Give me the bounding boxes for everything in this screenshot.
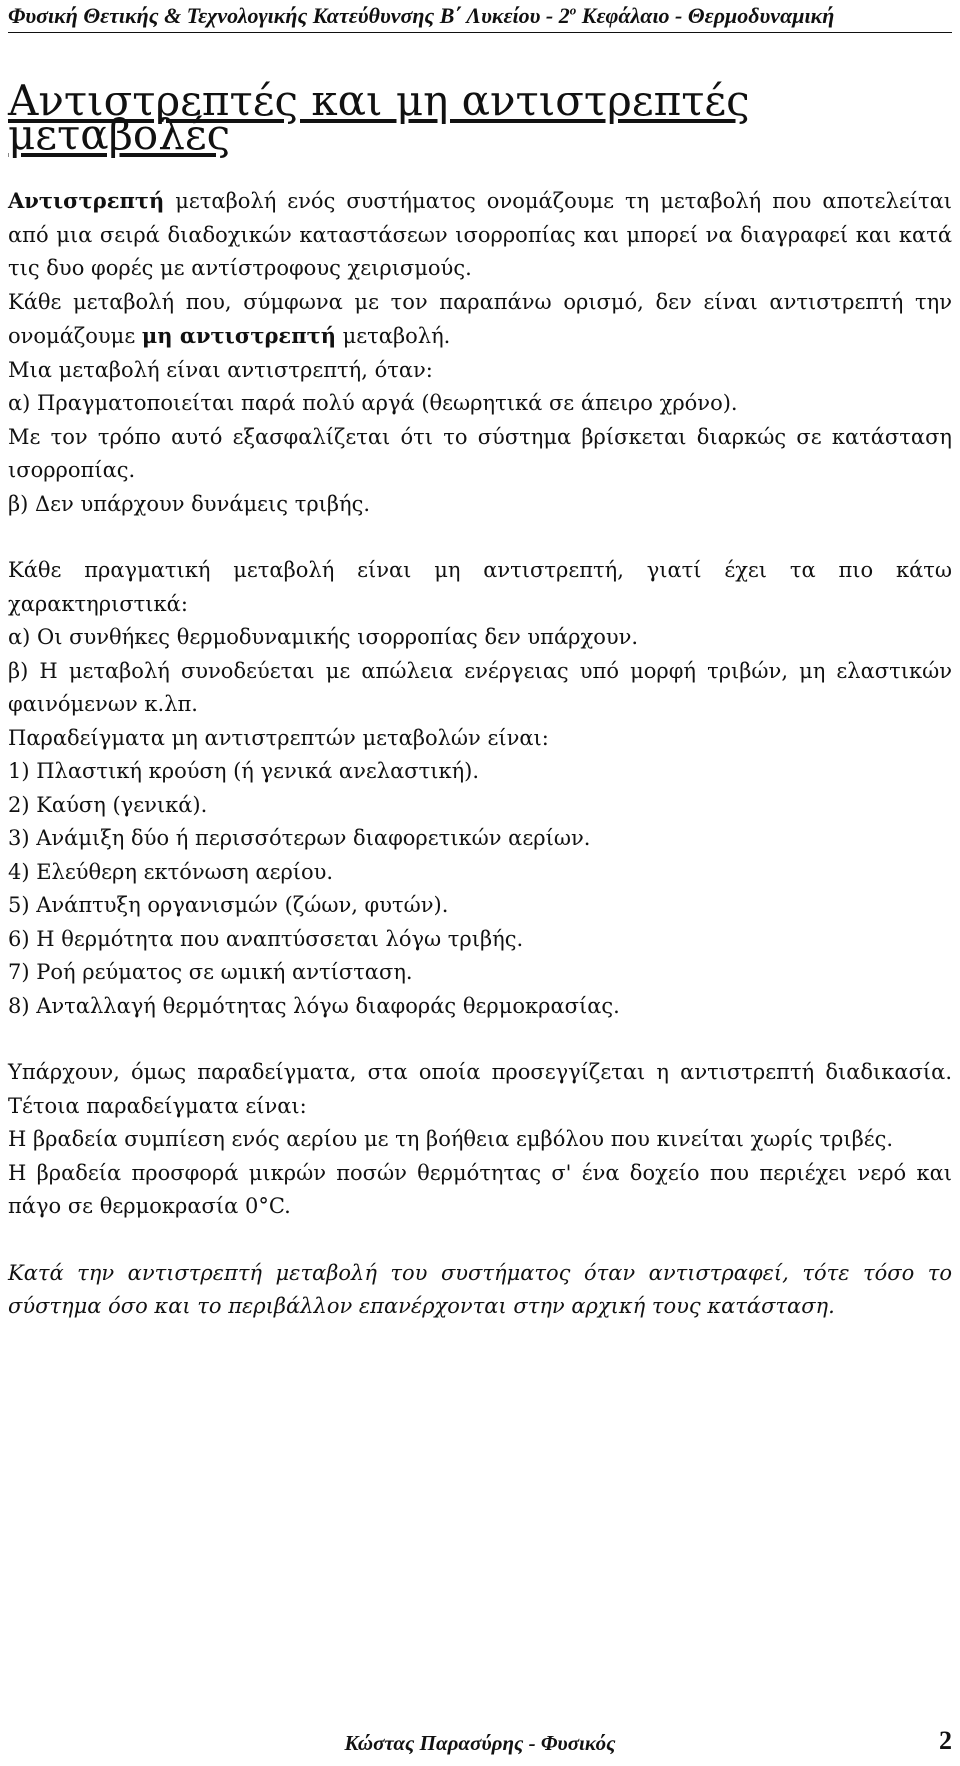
- approximate-example-compression: Η βραδεία συμπίεση ενός αερίου με τη βοήθεια εμβόλου που κινείται χωρίς τριβές.: [8, 1127, 894, 1151]
- header-rule: [8, 32, 952, 33]
- approximate-example-heat: Η βραδεία προσφορά μικρών ποσών θερμότητας σ' ένα δοχείο που περιέχει νερό και πάγο σε θερμοκρασία 0°C.: [8, 1160, 952, 1218]
- list-item: 5) Ανάπτυξη οργανισμών (ζώων, φυτών).: [8, 893, 449, 917]
- footer-author: Κώστας Παρασύρης - Φυσικός: [344, 1731, 616, 1755]
- spacer: [8, 521, 952, 554]
- spacer: [8, 1224, 952, 1257]
- list-item: 7) Ροή ρεύματος σε ωμική αντίσταση.: [8, 960, 413, 984]
- header-superscript: ο: [569, 2, 577, 18]
- term-reversible: Αντιστρεπτή: [8, 188, 165, 213]
- characteristic-b: β) Η μεταβολή συνοδεύεται με απώλεια ενέργειας υπό μορφή τριβών, μη ελαστικών φαινόμενων κ.λπ.: [8, 658, 952, 716]
- definition-reversible: [8, 184, 952, 286]
- conclusion-paragraph: Κατά την αντιστρεπτή μεταβολή του συστήματος όταν αντιστραφεί, τότε τόσο το σύστημα όσο και το περιβάλλον επανέρχονται στην αρχική τους κατάσταση.: [8, 1260, 952, 1318]
- reversible-conditions-intro: Μια μεταβολή είναι αντιστρεπτή, όταν:: [8, 357, 433, 382]
- definition-irreversible-text-before: Κάθε μεταβολή που, σύμφωνα με τον παραπάνω ορισμό, δεν είναι αντιστρεπτή την ονομάζουμε: [8, 289, 952, 348]
- definition-reversible-text: μεταβολή ενός συστήματος ονομάζουμε τη μεταβολή που αποτελείται από μια σειρά διαδοχικών καταστάσεων ισορροπίας και μπορεί να διαγραφεί και κατά τις δυο φορές με αντίστροφους χειρισμούς.: [8, 189, 952, 280]
- condition-b: β) Δεν υπάρχουν δυνάμεις τριβής.: [8, 491, 371, 516]
- header-chapter: Κεφάλαιο - Θερμοδυναμική: [576, 3, 835, 28]
- list-item: 6) Η θερμότητα που αναπτύσσεται λόγω τριβής.: [8, 926, 524, 951]
- definition-irreversible: [8, 286, 952, 354]
- real-changes-intro: Κάθε πραγματική μεταβολή είναι μη αντιστρεπτή, γιατί έχει τα πιο κάτω χαρακτηριστικά:: [8, 558, 952, 616]
- examples-intro: Παραδείγματα μη αντιστρεπτών μεταβολών είναι:: [8, 725, 549, 750]
- page-number: 2: [939, 1726, 952, 1755]
- list-item: 3) Ανάμιξη δύο ή περισσότερων διαφορετικών αερίων.: [8, 826, 591, 850]
- approximate-examples-intro: Υπάρχουν, όμως παραδείγματα, στα οποία προσεγγίζεται η αντιστρεπτή διαδικασία. Τέτοια παραδείγματα είναι:: [8, 1060, 952, 1118]
- list-item: 1) Πλαστική κρούση (ή γενικά ανελαστική).: [8, 759, 480, 783]
- list-item: 4) Ελεύθερη εκτόνωση αερίου.: [8, 859, 334, 884]
- page-content: [8, 76, 952, 1324]
- characteristic-a: α) Οι συνθήκες θερμοδυναμικής ισορροπίας δεν υπάρχουν.: [8, 625, 639, 649]
- definition-irreversible-text-after: μεταβολή.: [335, 324, 451, 348]
- section-title: Αντιστρεπτές και μη αντιστρεπτές μεταβολές: [8, 76, 750, 159]
- condition-a: α) Πραγματοποιείται παρά πολύ αργά (θεωρητικά σε άπειρο χρόνο).: [8, 391, 738, 415]
- term-irreversible: μη αντιστρεπτή: [141, 323, 336, 348]
- running-header: [8, 2, 952, 30]
- list-item: 2) Καύση (γενικά).: [8, 792, 208, 817]
- page-footer: [8, 1725, 952, 1759]
- spacer: [8, 1023, 952, 1056]
- header-text: Φυσική Θετικής & Τεχνολογικής Κατεύθυνσης Β΄ Λυκείου - 2: [8, 3, 570, 28]
- list-item: 8) Ανταλλαγή θερμότητας λόγω διαφοράς θερμοκρασίας.: [8, 993, 620, 1018]
- condition-a-explanation: Με τον τρόπο αυτό εξασφαλίζεται ότι το σύστημα βρίσκεται διαρκώς σε κατάσταση ισορροπίας.: [8, 424, 952, 482]
